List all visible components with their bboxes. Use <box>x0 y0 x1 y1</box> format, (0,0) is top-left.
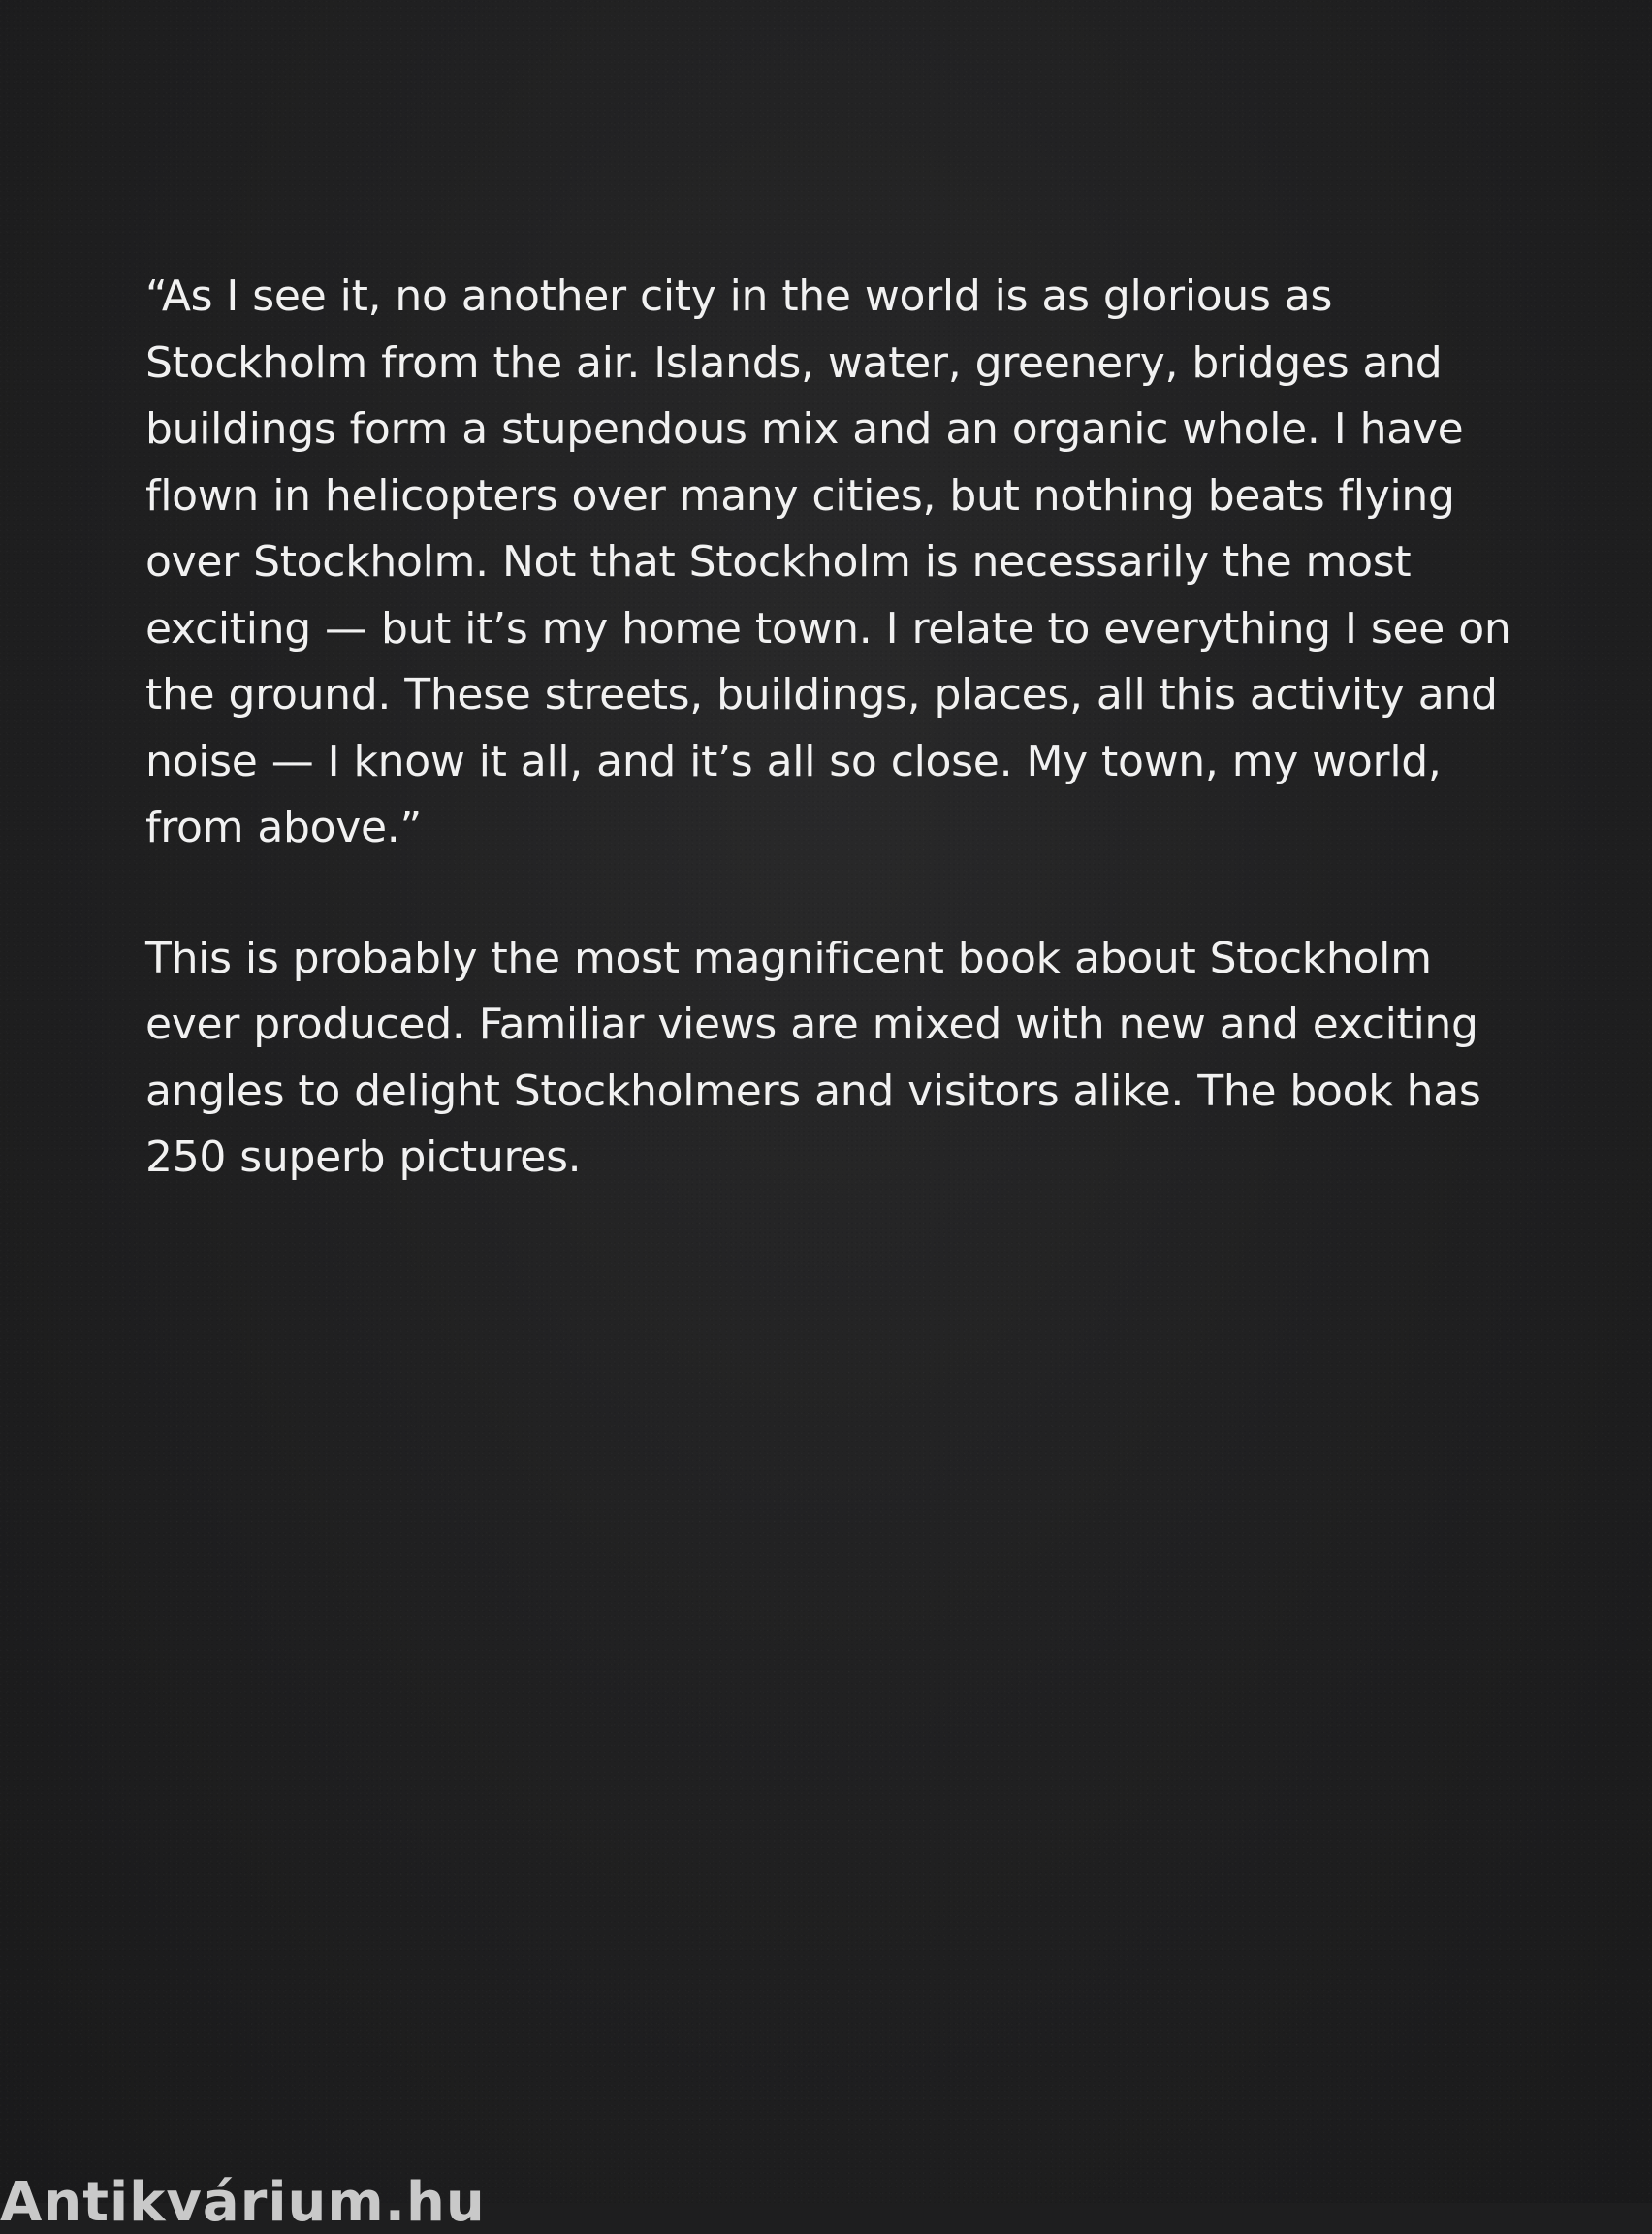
author-quote: “As I see it, no another city in the world is as glorious as Stockholm from the air. Islands, water, greenery, bridges and buildings form a stupendous mix and an organic whole. I have flown in helicopters over many cities, but nothing beats flying over Stockholm. Not that Stockholm is necessarily the most exciting — but it’s my home town. I relate to everything I see on the ground. These streets, buildings, places, all this activity and noise — I know it all, and it’s all so close. My town, my world, from above.” <box>145 271 1511 852</box>
book-description: This is probably the most magnificent book about Stockholm ever produced. Familiar views are mixed with new and exciting angles to delight Stockholmers and visitors alike. The book has 250 superb pictures. <box>145 933 1481 1182</box>
back-cover-text <box>145 264 1512 1192</box>
watermark-logo: Antikvárium.hu <box>0 2171 486 2234</box>
